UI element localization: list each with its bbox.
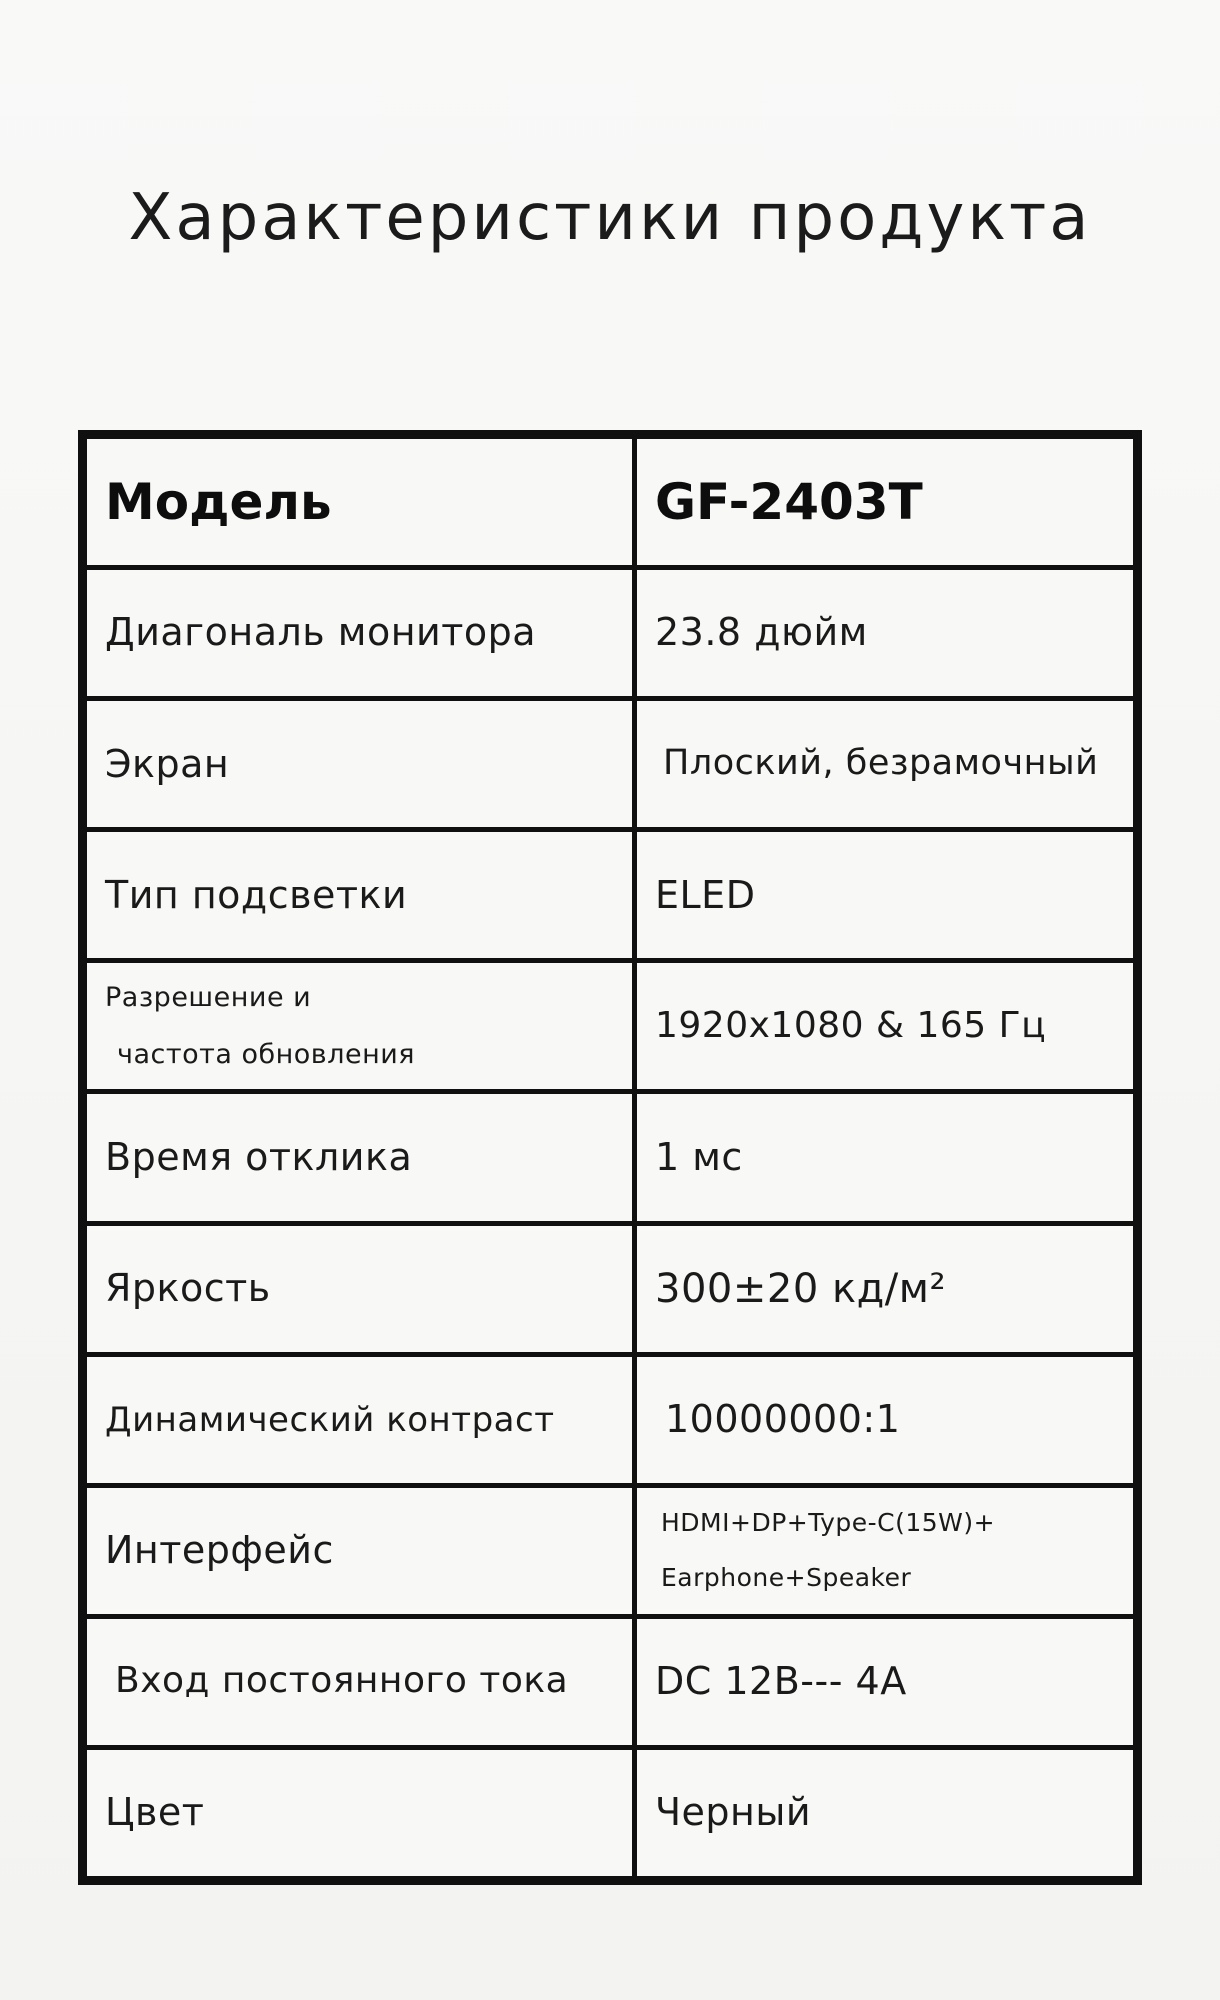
spec-value-brightness: 300±20 кд/м² xyxy=(637,1226,1133,1352)
resolution-label-lines xyxy=(105,980,415,1072)
spec-value-response-time: 1 мс xyxy=(637,1094,1133,1220)
spec-value-interface xyxy=(637,1488,1133,1614)
resolution-label-line2: частота обновления xyxy=(117,1039,416,1071)
spec-label-response-time: Время отклика xyxy=(87,1094,632,1220)
spec-label-color: Цвет xyxy=(87,1750,632,1876)
interface-value-line2: Earphone+Speaker xyxy=(661,1562,912,1592)
spec-label-screen: Экран xyxy=(87,701,632,827)
spec-table xyxy=(78,430,1142,1885)
spec-value-dc-input: DC 12В--- 4A xyxy=(637,1619,1133,1745)
spec-value-backlight: ELED xyxy=(637,832,1133,958)
spec-label-resolution xyxy=(87,963,632,1089)
spec-label-dc-input: Вход постоянного тока xyxy=(87,1619,632,1745)
interface-value-line1: HDMI+DP+Type-C(15W)+ xyxy=(661,1508,996,1538)
spec-label-diagonal: Диагональ монитора xyxy=(87,570,632,696)
resolution-label-line1: Разрешение и xyxy=(105,982,312,1014)
spec-value-diagonal: 23.8 дюйм xyxy=(637,570,1133,696)
spec-label-brightness: Яркость xyxy=(87,1226,632,1352)
spec-value-resolution: 1920x1080 & 165 Гц xyxy=(637,963,1133,1089)
spec-label-backlight: Тип подсветки xyxy=(87,832,632,958)
spec-label-contrast: Динамический контраст xyxy=(87,1357,632,1483)
spec-value-color: Черный xyxy=(637,1750,1133,1876)
page-title: Характеристики продукта xyxy=(128,181,1092,255)
spec-value-screen: Плоский, безрамочный xyxy=(637,701,1133,827)
spec-label-interface: Интерфейс xyxy=(87,1488,632,1614)
interface-value-lines xyxy=(661,1507,995,1594)
spec-label-model: Модель xyxy=(87,439,632,565)
spec-value-contrast: 10000000:1 xyxy=(637,1357,1133,1483)
spec-value-model: GF-2403T xyxy=(637,439,1133,565)
